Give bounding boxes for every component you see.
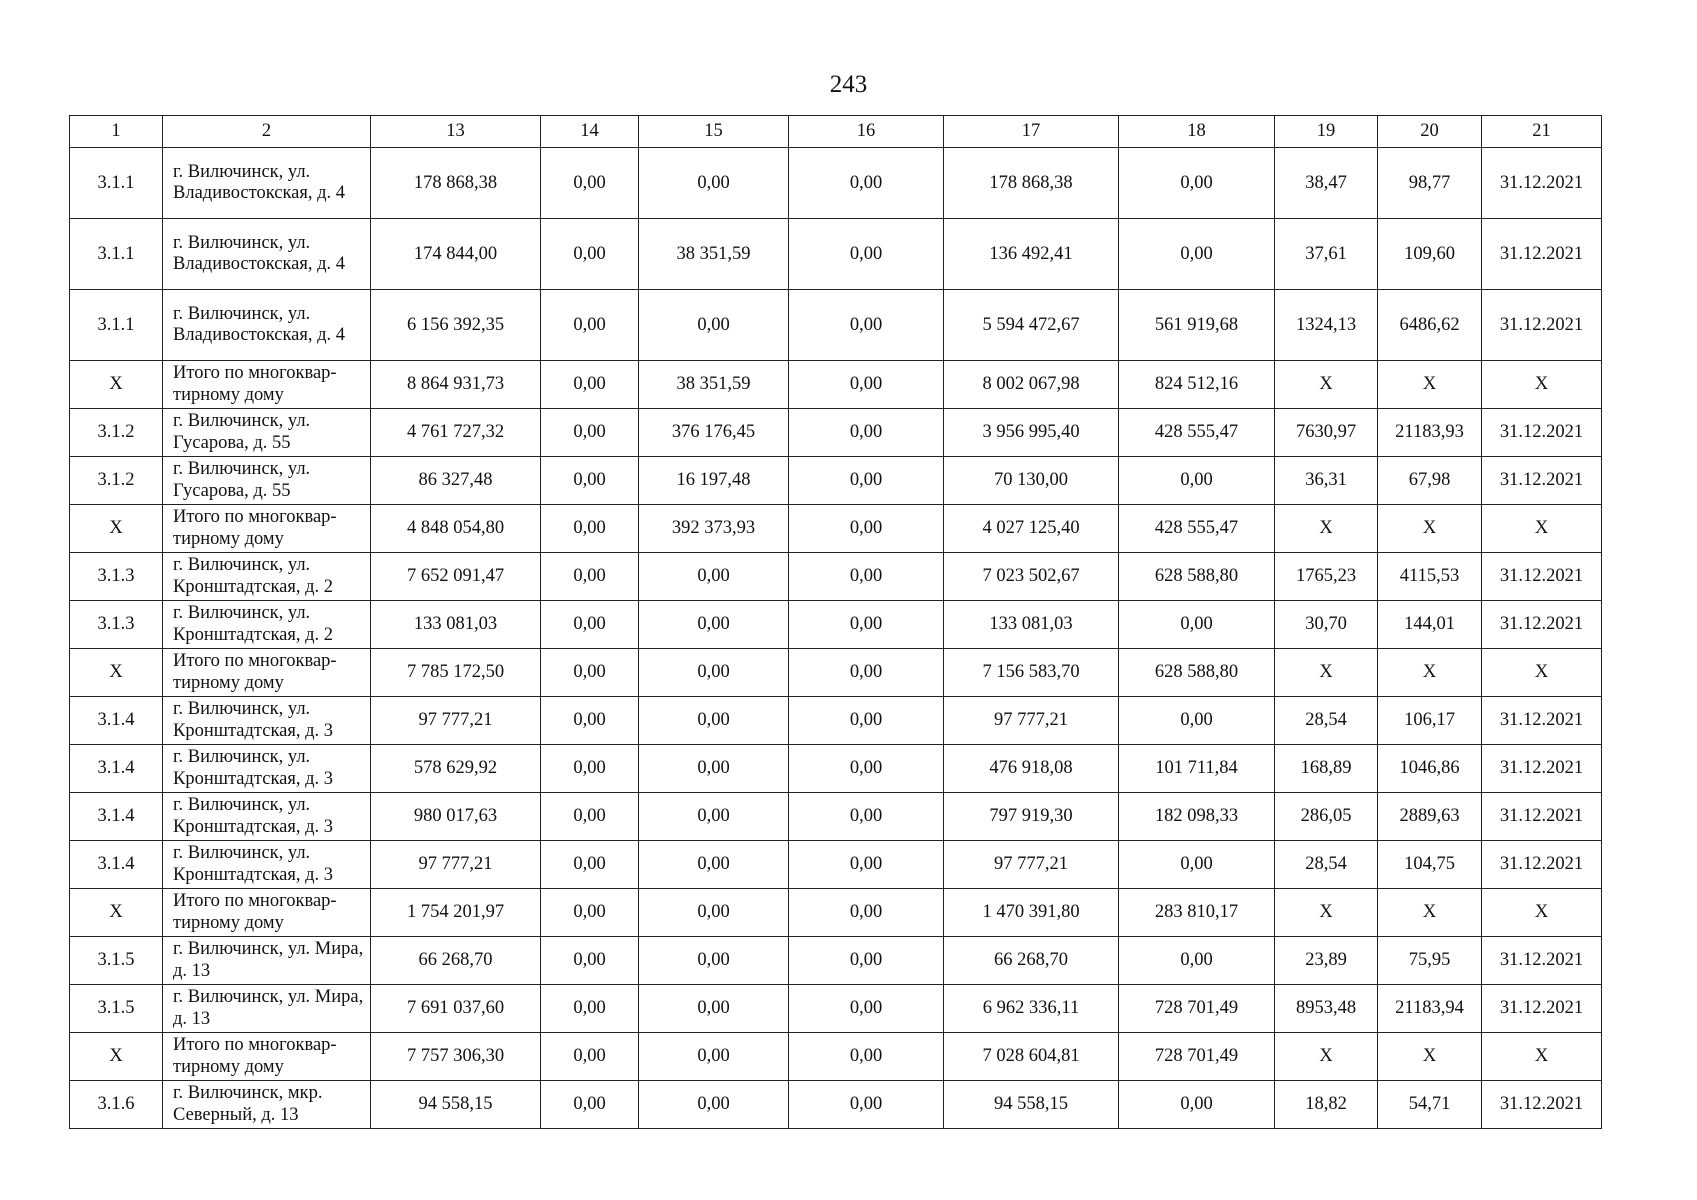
data-table bbox=[69, 115, 1602, 1129]
table-cell: 31.12.2021 bbox=[1482, 745, 1602, 793]
column-header: 21 bbox=[1482, 116, 1602, 148]
table-cell: 7 652 091,47 bbox=[371, 553, 541, 601]
table-cell: 168,89 bbox=[1275, 745, 1378, 793]
table-cell: 0,00 bbox=[789, 290, 944, 361]
table-cell: 23,89 bbox=[1275, 937, 1378, 985]
table-cell: 3.1.5 bbox=[70, 937, 163, 985]
table-row bbox=[70, 793, 1602, 841]
table-cell: 0,00 bbox=[639, 745, 789, 793]
table-cell: 476 918,08 bbox=[944, 745, 1119, 793]
table-cell: 54,71 bbox=[1378, 1081, 1482, 1129]
table-cell: Х bbox=[1378, 505, 1482, 553]
table-cell: 0,00 bbox=[789, 841, 944, 889]
table-cell: 67,98 bbox=[1378, 457, 1482, 505]
header-row bbox=[70, 116, 1602, 148]
table-cell: 0,00 bbox=[639, 1081, 789, 1129]
table-cell: 0,00 bbox=[789, 553, 944, 601]
table-cell: 3.1.1 bbox=[70, 148, 163, 219]
table-cell: Х bbox=[1482, 361, 1602, 409]
table-cell: 628 588,80 bbox=[1119, 649, 1275, 697]
table-cell: 3.1.5 bbox=[70, 985, 163, 1033]
table-cell: 1046,86 bbox=[1378, 745, 1482, 793]
column-header: 13 bbox=[371, 116, 541, 148]
table-cell: 0,00 bbox=[541, 290, 639, 361]
table-cell: Х bbox=[1275, 889, 1378, 937]
table-cell: 0,00 bbox=[789, 889, 944, 937]
table-cell: 97 777,21 bbox=[944, 841, 1119, 889]
page-number: 243 bbox=[829, 71, 868, 98]
table-cell: 0,00 bbox=[789, 697, 944, 745]
table-cell: 8953,48 bbox=[1275, 985, 1378, 1033]
table-cell: 31.12.2021 bbox=[1482, 697, 1602, 745]
table-cell: 0,00 bbox=[1119, 148, 1275, 219]
column-header: 1 bbox=[70, 116, 163, 148]
table-cell: 97 777,21 bbox=[371, 841, 541, 889]
table-cell: 3.1.4 bbox=[70, 697, 163, 745]
table-cell: 0,00 bbox=[639, 553, 789, 601]
table-cell: 0,00 bbox=[541, 601, 639, 649]
table-cell: 4115,53 bbox=[1378, 553, 1482, 601]
table-row bbox=[70, 937, 1602, 985]
table-cell: 66 268,70 bbox=[371, 937, 541, 985]
table-cell: 7 757 306,30 bbox=[371, 1033, 541, 1081]
table-cell: 3.1.1 bbox=[70, 219, 163, 290]
table-cell: 0,00 bbox=[541, 457, 639, 505]
table-cell: 21183,94 bbox=[1378, 985, 1482, 1033]
table-cell: 7 023 502,67 bbox=[944, 553, 1119, 601]
table-cell: 0,00 bbox=[639, 148, 789, 219]
table-cell: Х bbox=[1275, 1033, 1378, 1081]
table-cell: 0,00 bbox=[639, 290, 789, 361]
column-header: 14 bbox=[541, 116, 639, 148]
table-cell: 0,00 bbox=[1119, 219, 1275, 290]
table-cell: 4 848 054,80 bbox=[371, 505, 541, 553]
table-cell: Х bbox=[1378, 361, 1482, 409]
table-row bbox=[70, 457, 1602, 505]
table-cell: 98,77 bbox=[1378, 148, 1482, 219]
table-cell: 106,17 bbox=[1378, 697, 1482, 745]
table-cell: 0,00 bbox=[541, 1081, 639, 1129]
table-cell: 7630,97 bbox=[1275, 409, 1378, 457]
table-cell: 0,00 bbox=[541, 841, 639, 889]
table-cell: 31.12.2021 bbox=[1482, 457, 1602, 505]
address-cell: г. Вилючинск, ул. Кронштадтская, д. 3 bbox=[163, 841, 371, 889]
table-cell: 144,01 bbox=[1378, 601, 1482, 649]
table-cell: 1 470 391,80 bbox=[944, 889, 1119, 937]
table-row bbox=[70, 409, 1602, 457]
table-cell: Х bbox=[1275, 505, 1378, 553]
table-cell: 0,00 bbox=[639, 937, 789, 985]
table-cell: 0,00 bbox=[541, 793, 639, 841]
table-cell: 0,00 bbox=[789, 793, 944, 841]
table-cell: 0,00 bbox=[639, 841, 789, 889]
table-cell: Х bbox=[70, 505, 163, 553]
table-cell: 0,00 bbox=[541, 219, 639, 290]
table-row bbox=[70, 219, 1602, 290]
table-cell: 0,00 bbox=[541, 409, 639, 457]
table-cell: 21183,93 bbox=[1378, 409, 1482, 457]
table-cell: 0,00 bbox=[541, 889, 639, 937]
table-cell: Х bbox=[1482, 649, 1602, 697]
table-cell: Х bbox=[1482, 889, 1602, 937]
table-cell: 133 081,03 bbox=[944, 601, 1119, 649]
table-cell: 824 512,16 bbox=[1119, 361, 1275, 409]
table-cell: 109,60 bbox=[1378, 219, 1482, 290]
address-cell: г. Вилючинск, ул. Владивостокская, д. 4 bbox=[163, 290, 371, 361]
table-cell: Х bbox=[70, 649, 163, 697]
address-cell: Итого по многоквар-тирному дому bbox=[163, 649, 371, 697]
table-cell: 136 492,41 bbox=[944, 219, 1119, 290]
table-cell: 1 754 201,97 bbox=[371, 889, 541, 937]
table-cell: 31.12.2021 bbox=[1482, 937, 1602, 985]
column-header: 16 bbox=[789, 116, 944, 148]
table-cell: 31.12.2021 bbox=[1482, 601, 1602, 649]
table-cell: 578 629,92 bbox=[371, 745, 541, 793]
table-cell: 0,00 bbox=[1119, 937, 1275, 985]
table-cell: 0,00 bbox=[639, 601, 789, 649]
table-cell: 797 919,30 bbox=[944, 793, 1119, 841]
address-cell: г. Вилючинск, ул. Мира, д. 13 bbox=[163, 937, 371, 985]
table-cell: 31.12.2021 bbox=[1482, 841, 1602, 889]
table-row bbox=[70, 290, 1602, 361]
table-cell: 0,00 bbox=[639, 649, 789, 697]
table-cell: 16 197,48 bbox=[639, 457, 789, 505]
table-cell: 0,00 bbox=[541, 361, 639, 409]
address-cell: Итого по многоквар-тирному дому bbox=[163, 1033, 371, 1081]
table-row bbox=[70, 889, 1602, 937]
table-cell: 0,00 bbox=[541, 649, 639, 697]
table-cell: 8 002 067,98 bbox=[944, 361, 1119, 409]
table-cell: 392 373,93 bbox=[639, 505, 789, 553]
table-cell: 428 555,47 bbox=[1119, 505, 1275, 553]
table-cell: 2889,63 bbox=[1378, 793, 1482, 841]
table-cell: 3.1.1 bbox=[70, 290, 163, 361]
table-cell: 3.1.4 bbox=[70, 841, 163, 889]
table-row bbox=[70, 601, 1602, 649]
table-row bbox=[70, 505, 1602, 553]
address-cell: Итого по многоквар-тирному дому bbox=[163, 889, 371, 937]
column-header: 20 bbox=[1378, 116, 1482, 148]
table-cell: 101 711,84 bbox=[1119, 745, 1275, 793]
table-cell: 0,00 bbox=[789, 1081, 944, 1129]
address-cell: г. Вилючинск, мкр. Северный, д. 13 bbox=[163, 1081, 371, 1129]
table-cell: 0,00 bbox=[789, 219, 944, 290]
table-cell: 7 785 172,50 bbox=[371, 649, 541, 697]
table-row bbox=[70, 745, 1602, 793]
table-cell: 0,00 bbox=[541, 745, 639, 793]
table-cell: 182 098,33 bbox=[1119, 793, 1275, 841]
table-cell: 5 594 472,67 bbox=[944, 290, 1119, 361]
table-cell: 178 868,38 bbox=[371, 148, 541, 219]
table-cell: 0,00 bbox=[789, 505, 944, 553]
table-cell: 4 761 727,32 bbox=[371, 409, 541, 457]
table-cell: 0,00 bbox=[1119, 601, 1275, 649]
table-cell: 0,00 bbox=[789, 361, 944, 409]
address-cell: г. Вилючинск, ул. Кронштадтская, д. 2 bbox=[163, 601, 371, 649]
table-cell: 428 555,47 bbox=[1119, 409, 1275, 457]
address-cell: Итого по многоквар-тирному дому bbox=[163, 505, 371, 553]
table-cell: 0,00 bbox=[789, 745, 944, 793]
table-cell: 728 701,49 bbox=[1119, 985, 1275, 1033]
table-cell: 28,54 bbox=[1275, 841, 1378, 889]
table-cell: 376 176,45 bbox=[639, 409, 789, 457]
table-row bbox=[70, 361, 1602, 409]
table-cell: 4 027 125,40 bbox=[944, 505, 1119, 553]
table-cell: Х bbox=[1482, 1033, 1602, 1081]
table-cell: Х bbox=[1378, 889, 1482, 937]
table-cell: 8 864 931,73 bbox=[371, 361, 541, 409]
table-cell: 3.1.3 bbox=[70, 553, 163, 601]
table-row bbox=[70, 1081, 1602, 1129]
table-row bbox=[70, 697, 1602, 745]
table-cell: 0,00 bbox=[789, 985, 944, 1033]
table-cell: 178 868,38 bbox=[944, 148, 1119, 219]
table-cell: 0,00 bbox=[541, 985, 639, 1033]
table-cell: 0,00 bbox=[789, 148, 944, 219]
table-row bbox=[70, 148, 1602, 219]
table-cell: 0,00 bbox=[789, 409, 944, 457]
table-cell: 3.1.2 bbox=[70, 457, 163, 505]
table-cell: 38 351,59 bbox=[639, 219, 789, 290]
table-cell: Х bbox=[1482, 505, 1602, 553]
table-cell: 94 558,15 bbox=[371, 1081, 541, 1129]
address-cell: г. Вилючинск, ул. Гусарова, д. 55 bbox=[163, 457, 371, 505]
address-cell: г. Вилючинск, ул. Кронштадтская, д. 2 bbox=[163, 553, 371, 601]
column-header: 2 bbox=[163, 116, 371, 148]
table-cell: 174 844,00 bbox=[371, 219, 541, 290]
table-row bbox=[70, 985, 1602, 1033]
table-cell: 3.1.6 bbox=[70, 1081, 163, 1129]
table-cell: 97 777,21 bbox=[371, 697, 541, 745]
table-cell: 0,00 bbox=[541, 937, 639, 985]
table-cell: 38,47 bbox=[1275, 148, 1378, 219]
table-cell: Х bbox=[1378, 649, 1482, 697]
table-cell: Х bbox=[1275, 361, 1378, 409]
table-cell: 3.1.4 bbox=[70, 745, 163, 793]
table-cell: 31.12.2021 bbox=[1482, 553, 1602, 601]
table-cell: 31.12.2021 bbox=[1482, 793, 1602, 841]
table-cell: 75,95 bbox=[1378, 937, 1482, 985]
table-cell: 0,00 bbox=[541, 553, 639, 601]
table-cell: 94 558,15 bbox=[944, 1081, 1119, 1129]
column-header: 19 bbox=[1275, 116, 1378, 148]
table-cell: Х bbox=[70, 1033, 163, 1081]
table-cell: 37,61 bbox=[1275, 219, 1378, 290]
table-cell: 0,00 bbox=[1119, 457, 1275, 505]
table-cell: 0,00 bbox=[789, 601, 944, 649]
table-cell: 7 691 037,60 bbox=[371, 985, 541, 1033]
table-cell: 30,70 bbox=[1275, 601, 1378, 649]
table-cell: 0,00 bbox=[639, 889, 789, 937]
table-cell: 3.1.2 bbox=[70, 409, 163, 457]
table-cell: 3.1.4 bbox=[70, 793, 163, 841]
table-cell: 980 017,63 bbox=[371, 793, 541, 841]
table-cell: 31.12.2021 bbox=[1482, 1081, 1602, 1129]
table-cell: 0,00 bbox=[1119, 697, 1275, 745]
table-cell: 0,00 bbox=[789, 649, 944, 697]
table-cell: 31.12.2021 bbox=[1482, 290, 1602, 361]
table-cell: 1765,23 bbox=[1275, 553, 1378, 601]
table-cell: 6486,62 bbox=[1378, 290, 1482, 361]
column-header: 17 bbox=[944, 116, 1119, 148]
table-cell: 0,00 bbox=[789, 1033, 944, 1081]
table-cell: 6 962 336,11 bbox=[944, 985, 1119, 1033]
table-row bbox=[70, 553, 1602, 601]
table-cell: 0,00 bbox=[639, 985, 789, 1033]
table-cell: Х bbox=[70, 889, 163, 937]
table-cell: 283 810,17 bbox=[1119, 889, 1275, 937]
table-row bbox=[70, 1033, 1602, 1081]
table-cell: Х bbox=[1275, 649, 1378, 697]
table-cell: 66 268,70 bbox=[944, 937, 1119, 985]
table-cell: 3 956 995,40 bbox=[944, 409, 1119, 457]
address-cell: г. Вилючинск, ул. Гусарова, д. 55 bbox=[163, 409, 371, 457]
table-row bbox=[70, 841, 1602, 889]
table-cell: 0,00 bbox=[1119, 1081, 1275, 1129]
table-cell: 286,05 bbox=[1275, 793, 1378, 841]
table-cell: 28,54 bbox=[1275, 697, 1378, 745]
table-cell: Х bbox=[1378, 1033, 1482, 1081]
table-row bbox=[70, 649, 1602, 697]
table-cell: 628 588,80 bbox=[1119, 553, 1275, 601]
table-cell: 36,31 bbox=[1275, 457, 1378, 505]
table-cell: 1324,13 bbox=[1275, 290, 1378, 361]
table-cell: 0,00 bbox=[789, 457, 944, 505]
table-cell: 0,00 bbox=[541, 505, 639, 553]
table-cell: 31.12.2021 bbox=[1482, 409, 1602, 457]
address-cell: г. Вилючинск, ул. Кронштадтская, д. 3 bbox=[163, 697, 371, 745]
table-cell: Х bbox=[70, 361, 163, 409]
table-cell: 7 028 604,81 bbox=[944, 1033, 1119, 1081]
table-body bbox=[70, 148, 1602, 1129]
table-cell: 0,00 bbox=[789, 937, 944, 985]
table-cell: 70 130,00 bbox=[944, 457, 1119, 505]
table-cell: 0,00 bbox=[639, 1033, 789, 1081]
table-cell: 0,00 bbox=[639, 793, 789, 841]
table-cell: 86 327,48 bbox=[371, 457, 541, 505]
table-cell: 31.12.2021 bbox=[1482, 985, 1602, 1033]
table-cell: 6 156 392,35 bbox=[371, 290, 541, 361]
table-cell: 38 351,59 bbox=[639, 361, 789, 409]
column-header: 15 bbox=[639, 116, 789, 148]
table-cell: 0,00 bbox=[1119, 841, 1275, 889]
table-cell: 104,75 bbox=[1378, 841, 1482, 889]
table-cell: 0,00 bbox=[541, 148, 639, 219]
table-cell: 31.12.2021 bbox=[1482, 219, 1602, 290]
table-cell: 0,00 bbox=[639, 697, 789, 745]
address-cell: г. Вилючинск, ул. Мира, д. 13 bbox=[163, 985, 371, 1033]
table-cell: 97 777,21 bbox=[944, 697, 1119, 745]
column-header: 18 bbox=[1119, 116, 1275, 148]
table-cell: 728 701,49 bbox=[1119, 1033, 1275, 1081]
table-cell: 18,82 bbox=[1275, 1081, 1378, 1129]
table-cell: 7 156 583,70 bbox=[944, 649, 1119, 697]
address-cell: г. Вилючинск, ул. Владивостокская, д. 4 bbox=[163, 148, 371, 219]
table-cell: 0,00 bbox=[541, 1033, 639, 1081]
table-cell: 31.12.2021 bbox=[1482, 148, 1602, 219]
table-cell: 561 919,68 bbox=[1119, 290, 1275, 361]
address-cell: Итого по многоквар-тирному дому bbox=[163, 361, 371, 409]
address-cell: г. Вилючинск, ул. Кронштадтская, д. 3 bbox=[163, 793, 371, 841]
table-cell: 3.1.3 bbox=[70, 601, 163, 649]
address-cell: г. Вилючинск, ул. Владивостокская, д. 4 bbox=[163, 219, 371, 290]
address-cell: г. Вилючинск, ул. Кронштадтская, д. 3 bbox=[163, 745, 371, 793]
table-cell: 133 081,03 bbox=[371, 601, 541, 649]
table-cell: 0,00 bbox=[541, 697, 639, 745]
